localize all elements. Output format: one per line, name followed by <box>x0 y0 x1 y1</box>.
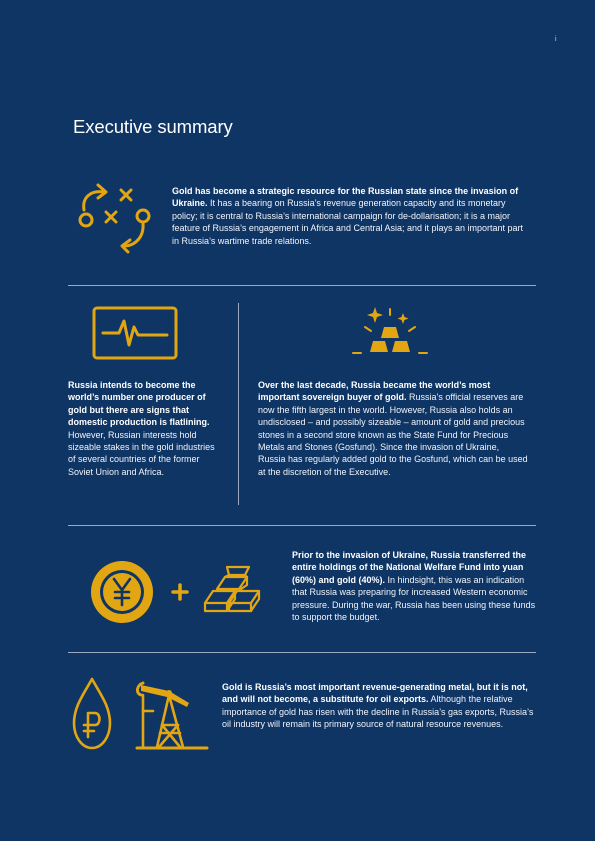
production-paragraph <box>68 379 218 478</box>
divider-1 <box>68 285 536 286</box>
production-body: However, Russian interests hold sizeable stakes in the gold industries of several countries of the former Soviet Union and Africa. <box>68 429 215 477</box>
gold-bars-sparkle-icon <box>351 305 429 361</box>
vertical-divider <box>238 303 239 505</box>
buyer-paragraph <box>258 379 528 478</box>
strategic-body: It has a bearing on Russia’s revenue generation capacity and its monetary policy; it is central to Russia’s international campaign for de-dollarisation; it is a major feature of Russia’s engagement in Africa and Central Asia; and it plays an important part in Russia’s wartime trade relations. <box>172 198 524 246</box>
page-number: i <box>555 36 557 43</box>
welfare-fund-paragraph <box>292 549 540 623</box>
ruble-drop-oil-pump-icon <box>71 675 211 753</box>
strategic-lead: Gold has become a strategic resource for the Russian state since the invasion of Ukraine. <box>172 186 519 209</box>
oil-paragraph <box>222 681 534 731</box>
page-title: Executive summary <box>73 116 233 137</box>
buyer-lead: Over the last decade, Russia became the world’s most important sovereign buyer of gold. <box>258 380 491 403</box>
strategic-paragraph <box>172 185 532 247</box>
divider-2 <box>68 525 536 526</box>
strategy-arrows-icon <box>76 180 156 258</box>
welfare-fund-body: In hindsight, this was an indication that Russia was preparing for increased Western economic pressure. During the war, Russia has been using these funds to support the budget. <box>292 574 536 623</box>
production-lead: Russia intends to become the world’s number one producer of gold but there are signs that domestic production is flatlining. <box>68 380 210 428</box>
divider-3 <box>68 652 536 653</box>
buyer-body: Russia’s official reserves are now the fifth largest in the world. However, Russia also holds an undisclosed – and possibly sizeable – amount of gold and precious stones in a second store known as the State Fund for Precious Metals and Stones (Gosfund). Since the invasion of Ukraine, Russia has regularly added gold to the Gosfund, which can be used at the discretion of the Executive. <box>258 392 528 477</box>
oil-body: Although the relative importance of gold has risen with the decline in Russia’s gas exports, Russia’s oil industry will remain its primary source of natural resource revenues. <box>222 694 534 730</box>
heart-monitor-icon <box>91 305 179 361</box>
welfare-fund-lead: Prior to the invasion of Ukraine, Russia transferred the entire holdings of the National Welfare Fund into yuan (60%) and gold (40%). <box>292 550 527 585</box>
yuan-coin-plus-gold-icon <box>89 559 275 625</box>
oil-lead: Gold is Russia’s most important revenue-generating metal, but it is not, and will not become, a substitute for oil exports. <box>222 682 528 705</box>
